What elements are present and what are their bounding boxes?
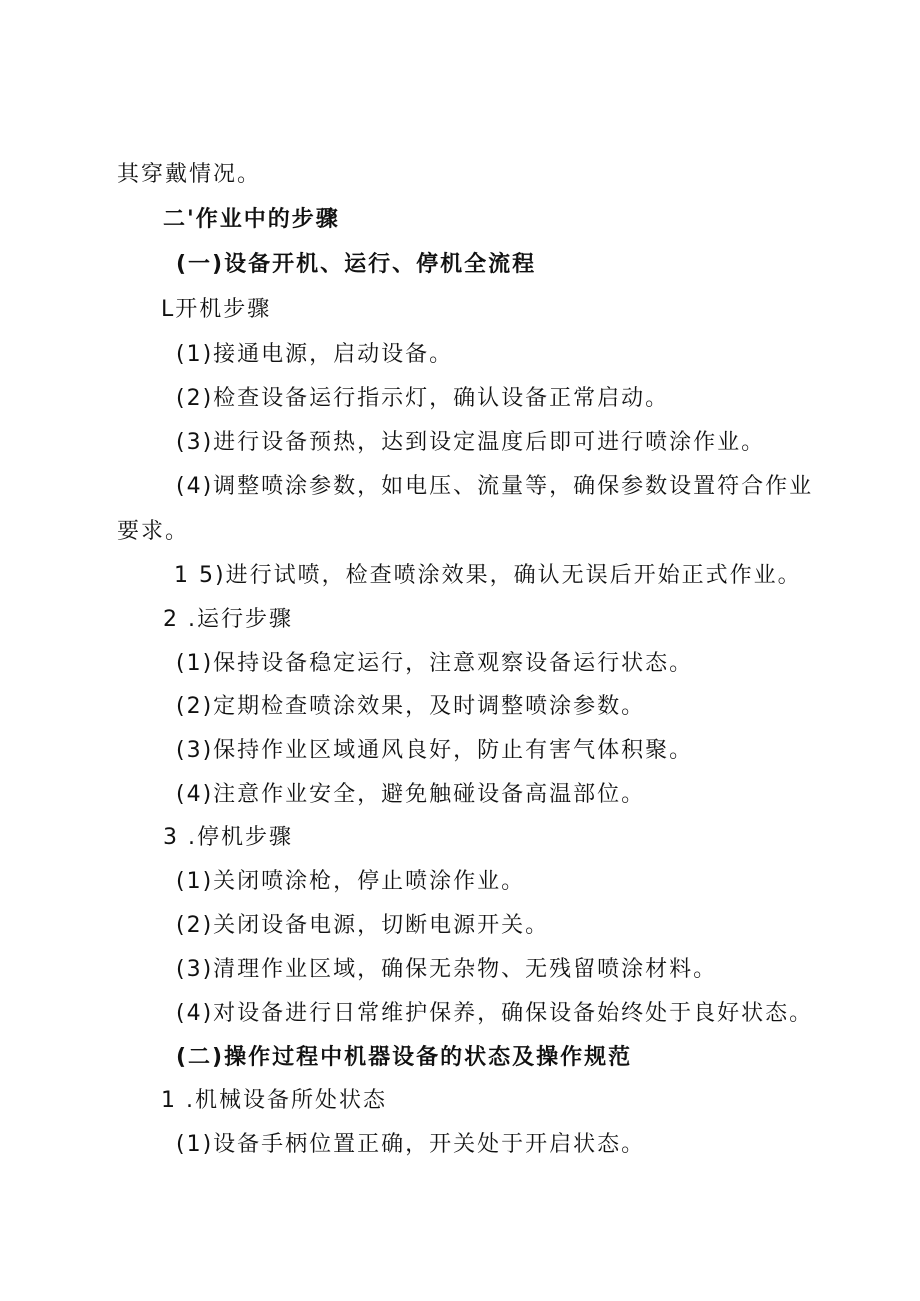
step-group-heading: 3 .停机步骤 — [163, 825, 293, 850]
list-item: (3)进行设备预热，达到设定温度后即可进行喷涂作业。 — [176, 430, 766, 455]
list-item: (2)检查设备运行指示灯，确认设备正常启动。 — [176, 386, 670, 411]
section-heading: 二'作业中的步骤 — [163, 207, 340, 232]
subsection-heading: (二)操作过程中机器设备的状态及操作规范 — [176, 1045, 633, 1070]
list-item: (1)保持设备稳定运行，注意观察设备运行状态。 — [176, 651, 694, 676]
subsection-heading: (一)设备开机、运行、停机全流程 — [176, 252, 537, 277]
step-group-heading: 1 .机械设备所处状态 — [161, 1088, 387, 1113]
list-item: (4)注意作业安全，避免触碰设备高温部位。 — [176, 782, 646, 807]
list-item: (2)关闭设备电源，切断电源开关。 — [176, 913, 550, 938]
list-item: (3)保持作业区域通风良好，防止有害气体积聚。 — [176, 738, 694, 763]
list-item: (3)清理作业区域，确保无杂物、无残留喷涂材料。 — [176, 957, 718, 982]
list-item: (1)设备手柄位置正确，开关处于开启状态。 — [176, 1132, 646, 1157]
step-group-heading: L开机步骤 — [161, 297, 272, 322]
list-item: (1)关闭喷涂枪，停止喷涂作业。 — [176, 869, 526, 894]
step-group-heading: 2 .运行步骤 — [163, 607, 293, 632]
list-item: (4)对设备进行日常维护保养，确保设备始终处于良好状态。 — [176, 1001, 814, 1026]
list-item: 1 5)进行试喷，检查喷涂效果，确认无误后开始正式作业。 — [174, 563, 802, 588]
list-item: (4)调整喷涂参数，如电压、流量等，确保参数设置符合作业 — [176, 474, 814, 499]
paragraph-continuation: 其穿戴情况。 — [117, 162, 262, 187]
list-item: (1)接通电源，启动设备。 — [176, 342, 454, 367]
list-item-continuation: 要求。 — [117, 519, 190, 544]
list-item: (2)定期检查喷涂效果，及时调整喷涂参数。 — [176, 694, 646, 719]
